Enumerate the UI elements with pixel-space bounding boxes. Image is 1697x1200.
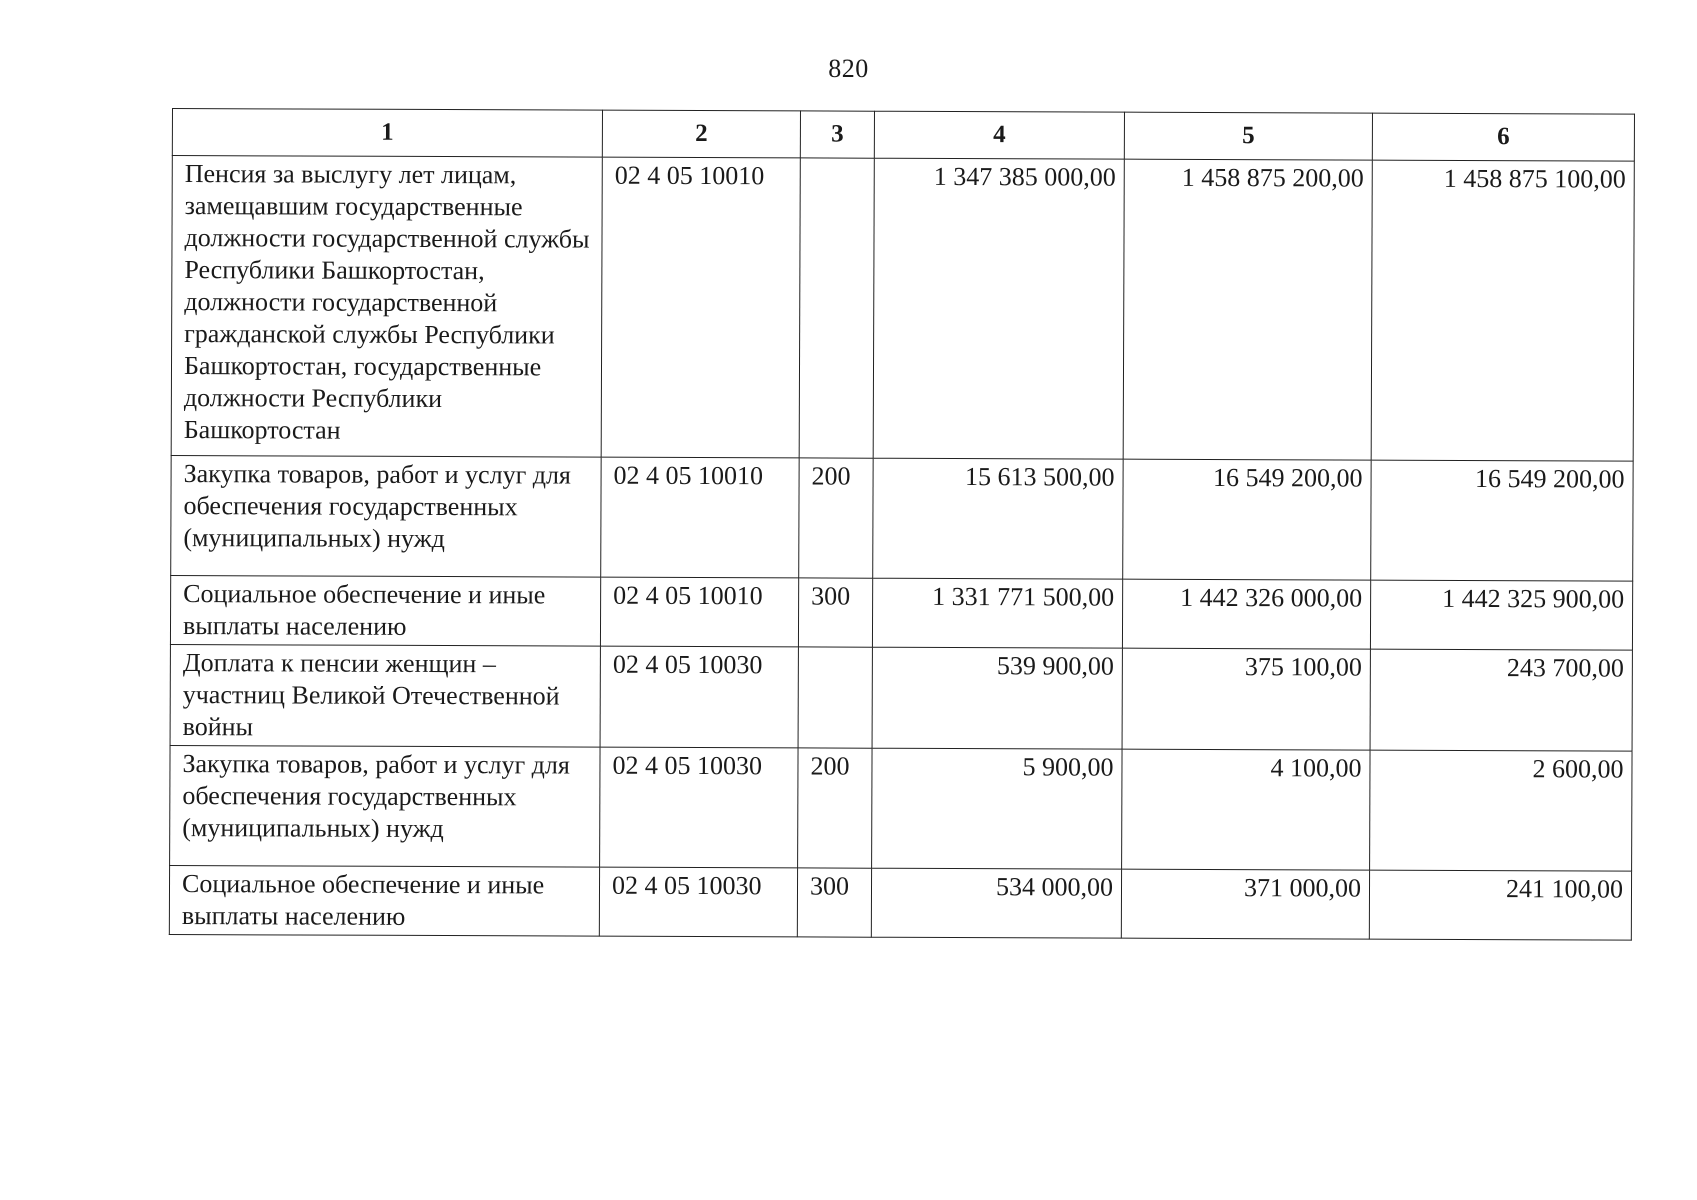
- row-name: Закупка товаров, работ и услуг для обеспечения государственных (муниципальных) нужд: [171, 455, 601, 577]
- row-type: 200: [798, 748, 872, 868]
- column-header: 1: [172, 109, 602, 158]
- row-value-4: 15 613 500,00: [873, 458, 1123, 579]
- row-value-6: 1 442 325 900,00: [1370, 580, 1632, 650]
- row-value-6: 243 700,00: [1370, 649, 1632, 751]
- table-row: [169, 865, 1631, 940]
- row-value-4: 1 331 771 500,00: [872, 578, 1122, 648]
- row-type: [798, 647, 872, 748]
- row-code: 02 4 05 10030: [600, 747, 798, 868]
- row-code: 02 4 05 10010: [600, 577, 798, 647]
- row-type: 200: [799, 458, 873, 578]
- row-value-4: 1 347 385 000,00: [873, 158, 1124, 459]
- row-value-5: 1 442 326 000,00: [1122, 579, 1370, 649]
- row-value-5: 1 458 875 200,00: [1123, 159, 1372, 460]
- column-header: 6: [1372, 113, 1634, 161]
- row-code: 02 4 05 10030: [599, 867, 797, 937]
- column-header: 5: [1124, 112, 1372, 160]
- row-value-5: 371 000,00: [1121, 869, 1369, 939]
- table-row: [171, 455, 1633, 581]
- budget-table: [169, 108, 1635, 941]
- row-value-6: 16 549 200,00: [1371, 460, 1633, 581]
- table-row: [170, 575, 1632, 650]
- row-name: Пенсия за выслугу лет лицам, замещавшим государственные должности государственной службы Республики Башкортостан, должности государственной гражданской службы Республики Башкортостан, государственные должности Республики Башкортостан: [171, 156, 602, 458]
- row-code: 02 4 05 10030: [600, 646, 798, 748]
- column-header: 3: [800, 111, 874, 158]
- row-value-4: 534 000,00: [871, 868, 1121, 938]
- row-code: 02 4 05 10010: [601, 457, 799, 578]
- row-value-4: 539 900,00: [872, 647, 1122, 749]
- row-name: Социальное обеспечение и иные выплаты населению: [170, 575, 600, 646]
- row-value-4: 5 900,00: [872, 748, 1122, 869]
- table-container: [169, 108, 1635, 941]
- table-row: [170, 644, 1632, 751]
- row-name: Закупка товаров, работ и услуг для обеспечения государственных (муниципальных) нужд: [170, 745, 600, 867]
- row-value-5: 4 100,00: [1122, 749, 1370, 870]
- row-type: [799, 158, 874, 458]
- row-value-6: 2 600,00: [1370, 750, 1632, 871]
- table-row: [171, 156, 1634, 462]
- row-value-6: 1 458 875 100,00: [1371, 160, 1634, 461]
- row-value-5: 375 100,00: [1122, 648, 1370, 750]
- column-header: 4: [874, 111, 1124, 159]
- row-name: Социальное обеспечение и иные выплаты населению: [169, 865, 599, 936]
- page-number: 820: [828, 54, 869, 83]
- row-name: Доплата к пенсии женщин – участниц Великой Отечественной войны: [170, 644, 600, 747]
- row-type: 300: [798, 578, 872, 647]
- row-type: 300: [797, 868, 871, 937]
- row-value-6: 241 100,00: [1369, 870, 1631, 940]
- header-row: [172, 109, 1634, 162]
- column-header: 2: [602, 110, 800, 158]
- row-code: 02 4 05 10010: [601, 157, 800, 458]
- table-row: [170, 745, 1632, 871]
- row-value-5: 16 549 200,00: [1123, 459, 1371, 580]
